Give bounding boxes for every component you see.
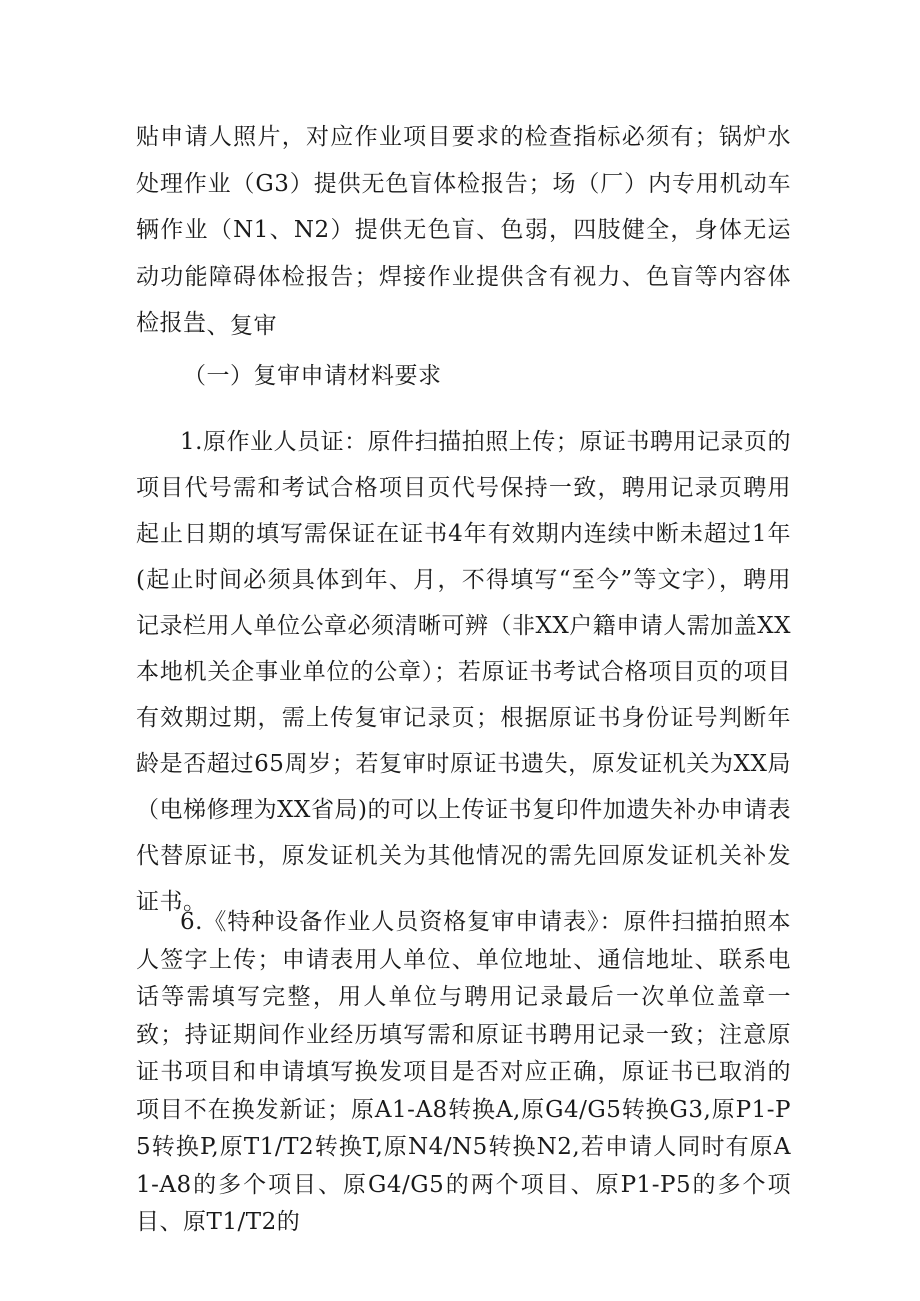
subsection-heading: （一）复审申请材料要求 (183, 363, 442, 389)
paragraph-continued: 贴申请人照片，对应作业项目要求的检查指标必须有；锅炉水处理作业（G3）提供无色盲体检报告；场（厂）内专用机动车辆作业（N1、N2）提供无色盲、色弱，四肢健全，身体无运动功能障碍体检报告；焊接作业提供含有视力、色盲等内容体检报告 (136, 124, 791, 336)
section-heading: 二、复审 (183, 313, 277, 339)
paragraph-item-6: 6.《特种设备作业人员资格复审申请表》：原件扫描拍照本人签字上传；申请表用人单位、单位地址、通信地址、联系电话等需填写完整，用人单位与聘用记录最后一次单位盖章一致；持证期间作业经历填写需和原证书聘用记录一致；注意原证书项目和申请填写换发项目是否对应正确，原证书已取消的项目不在换发新证；原A1-A8转换A,原G4/G5转换G3,原P1-P5转换P,原T1/T2转换T,原N4/N5转换N2,若申请人同时有原A1-A8的多个项目、原G4/G5的两个项目、原P1-P5的多个项目、原T1/T2的 (136, 909, 791, 1235)
paragraph-item-1: 1.原作业人员证：原件扫描拍照上传；原证书聘用记录页的项目代号需和考试合格项目页代号保持一致，聘用记录页聘用起止日期的填写需保证在证书4年有效期内连续中断未超过1年(起止时间必须具体到年、月，不得填写“至今”等文字），聘用记录栏用人单位公章必须清晰可辨（非XX户籍申请人需加盖XX本地机关企事业单位的公章）；若原证书考试合格项目页的项目有效期过期，需上传复审记录页；根据原证书身份证号判断年龄是否超过65周岁；若复审时原证书遗失，原发证机关为XX局（电梯修理为XX省局)的可以上传证书复印件加遗失补办申请表代替原证书，原发证机关为其他情况的需先回原发证机关补发证书。 (136, 429, 791, 915)
